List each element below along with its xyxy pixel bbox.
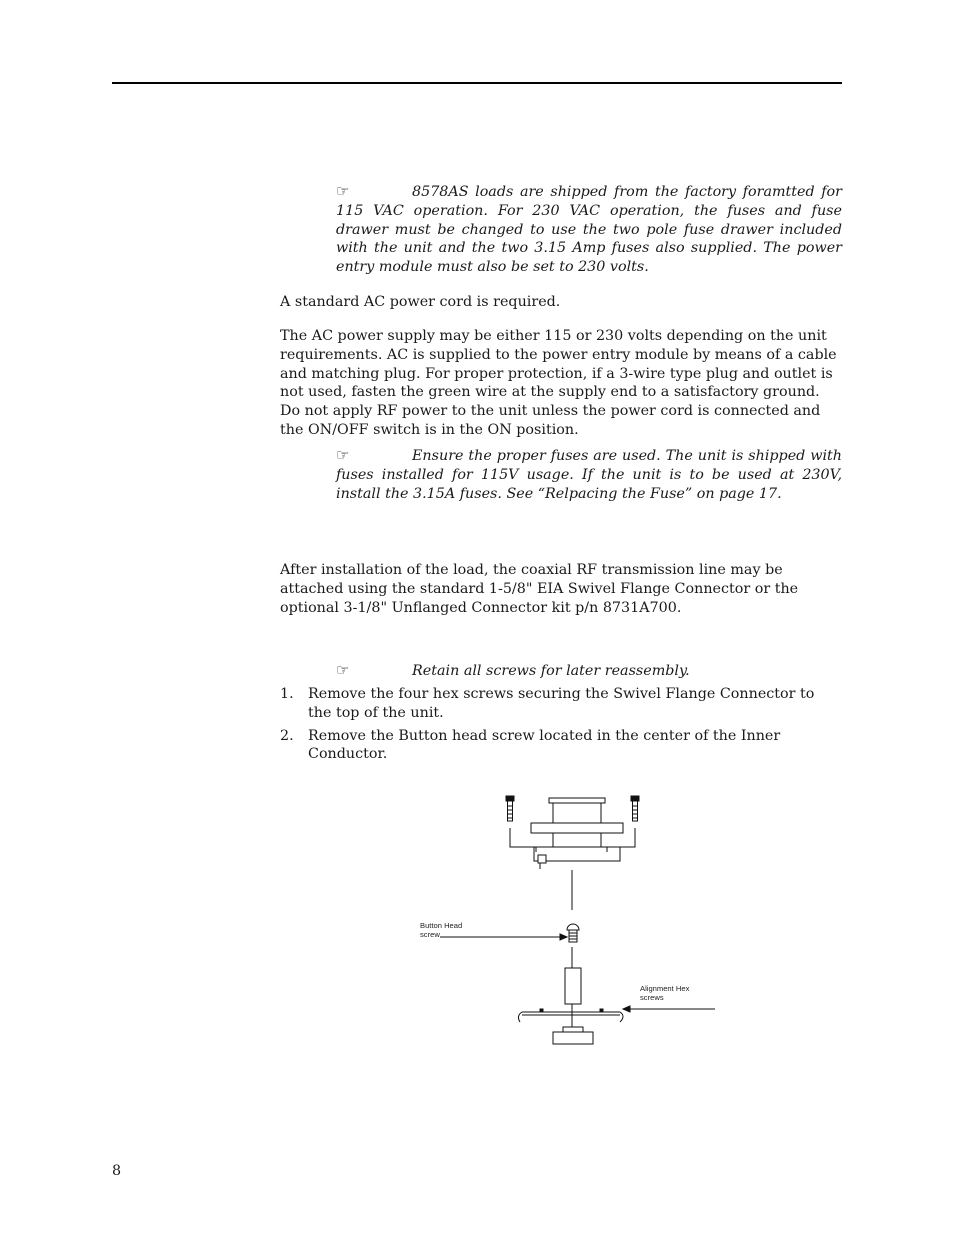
note-retain-screws (336, 661, 842, 681)
alignment-label-line1: Alignment Hex (640, 984, 690, 993)
button-head-label-line1: Button Head (420, 921, 463, 930)
pointing-hand-icon: ☞ (336, 661, 350, 679)
page-number: 8 (112, 1163, 122, 1179)
step-text: Remove the four hex screws securing the Swivel Flange Connector to the top of the unit. (308, 686, 815, 721)
pointing-hand-icon: ☞ (336, 182, 350, 200)
connector-exploded-diagram (410, 780, 740, 1060)
alignment-label-line2: screws (640, 993, 664, 1002)
right-hex-screw (631, 796, 639, 821)
left-hex-screw (506, 796, 514, 821)
step-number: 2. (280, 727, 294, 744)
button-head-screw (567, 924, 579, 942)
note-fuses (336, 446, 842, 503)
note-text: 8578AS loads are shipped from the factory foramtted for 115 VAC operation. For 230 VAC operation, the fuses and fuse drawer must be changed to use the two pole fuse drawer included with the unit and the two 3.15 Amp fuses also supplied. The power entry module must also be set to 230 volts. (336, 184, 842, 276)
swivel-flange-connector (531, 798, 623, 869)
power-cord-paragraph: A standard AC power cord is required. (280, 294, 561, 310)
header-rule (112, 82, 842, 84)
list-item (280, 685, 842, 723)
load-top-plate (518, 1004, 623, 1044)
list-item (280, 727, 842, 765)
inner-conductor (565, 968, 581, 1004)
note-115vac-shipping (336, 182, 842, 277)
arrowhead-icon (623, 1006, 630, 1012)
arrowhead-icon (560, 934, 567, 940)
ac-supply-paragraph: The AC power supply may be either 115 or 230 volts depending on the unit requirements. AC is supplied to the power entry module by means of a cable and matching plug. For proper protection, if a 3-wire type plug and outlet is not used, fasten the green wire at the supply end to a satisfactory ground. Do not apply RF power to the unit unless the power cord is connected and the ON/OFF switch is in the ON position. (280, 328, 837, 438)
step-number: 1. (280, 686, 294, 702)
note-text: Ensure the proper fuses are used. The unit is shipped with fuses installed for 115V usage. If the unit is to be used at 230V, install the 3.15A fuses. See “Relpacing the Fuse” on page 17. (336, 448, 842, 502)
pointing-hand-icon: ☞ (336, 446, 350, 464)
note-text: Retain all screws for later reassembly. (412, 663, 690, 679)
button-head-label-line2: screw (420, 930, 440, 939)
rf-line-paragraph: After installation of the load, the coaxial RF transmission line may be attached using the standard 1-5/8" EIA Swivel Flange Connector or the optional 3-1/8" Unflanged Connector kit p/n 8731A700. (280, 562, 799, 616)
removal-steps (280, 685, 842, 768)
step-text: Remove the Button head screw located in the center of the Inner Conductor. (308, 727, 781, 763)
